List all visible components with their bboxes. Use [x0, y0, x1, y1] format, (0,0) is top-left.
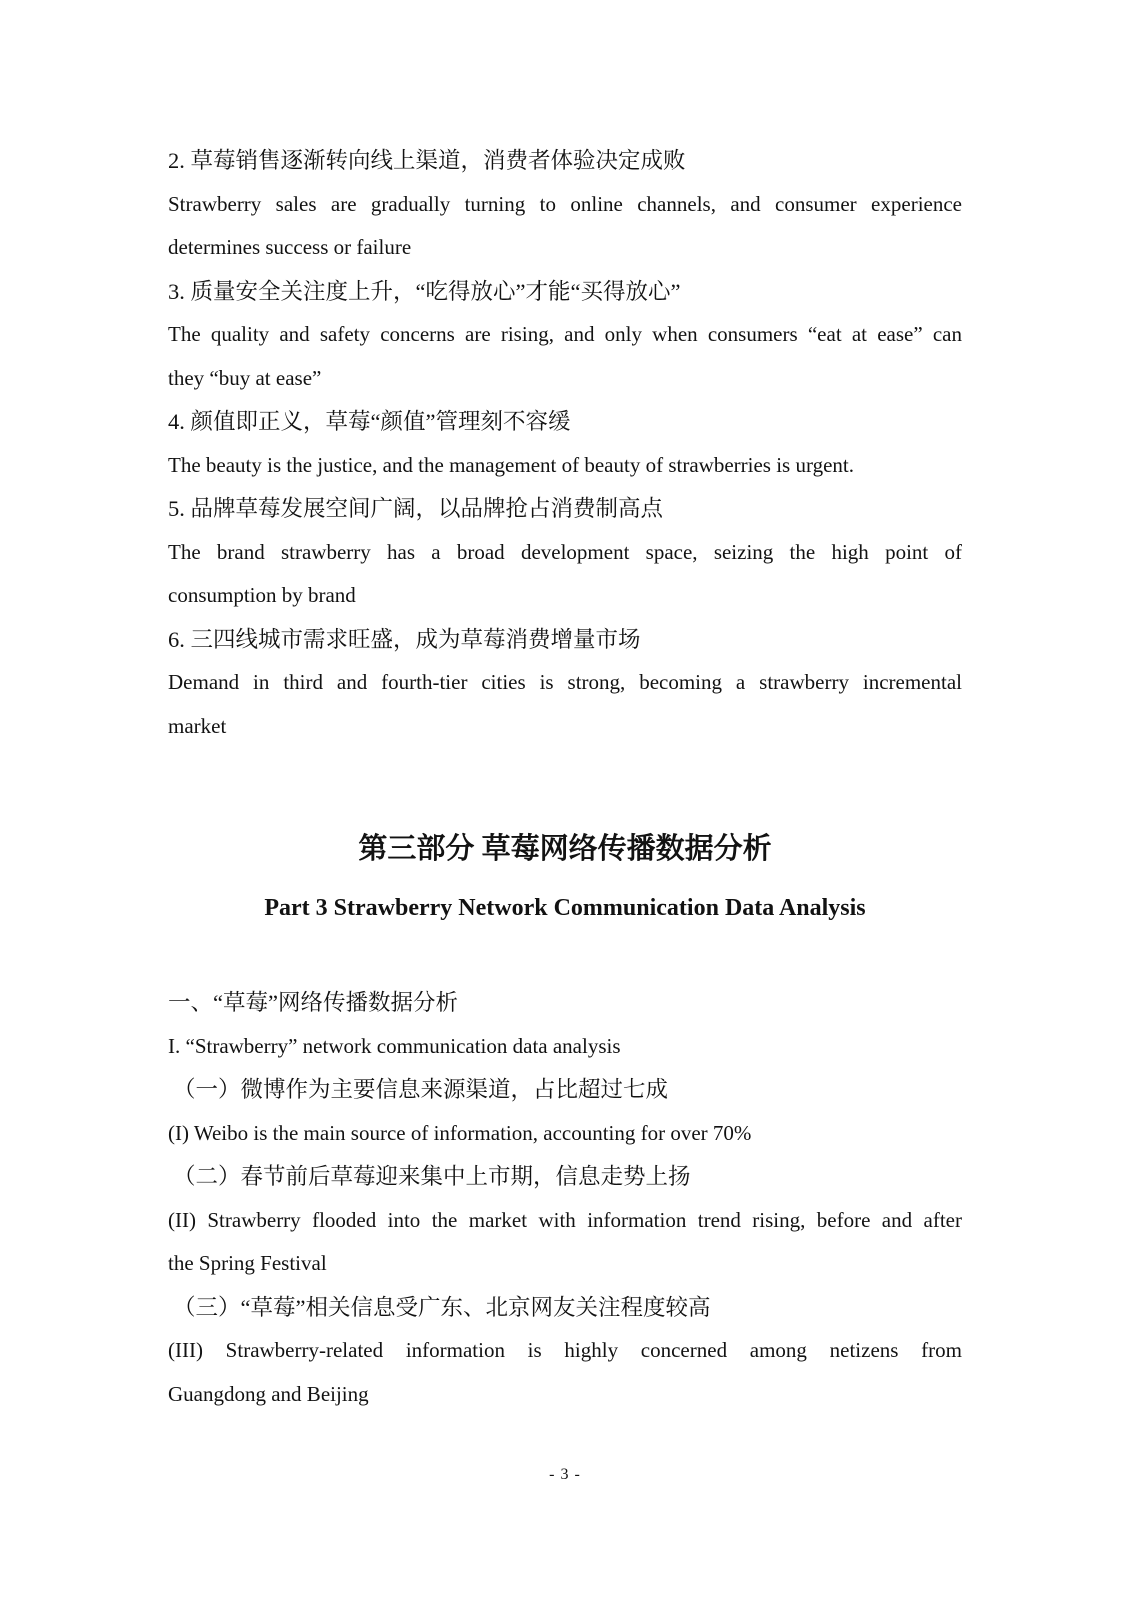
list-item-2-cn: 2. 草莓销售逐渐转向线上渠道，消费者体验决定成败	[168, 148, 686, 173]
list-item-2-en-line2: determines success or failure	[168, 235, 412, 259]
subsection-1-cn: （一）微博作为主要信息来源渠道，占比超过七成	[173, 1077, 669, 1102]
subsection-3-cn: （三）“草莓”相关信息受广东、北京网友关注程度较高	[173, 1294, 711, 1320]
page-number: - 3 -	[549, 1466, 581, 1483]
list-item-6-en-line2: market	[168, 713, 227, 738]
list-item-6-en-line1: Demand in third and fourth-tier cities is strong, becoming a strawberry incremental	[168, 670, 962, 694]
list-item-3-en-line1: The quality and safety concerns are rising, and only when consumers “eat at ease” can	[168, 322, 962, 346]
subsection-3-en-line1: (III) Strawberry-related information is highly concerned among netizens from	[168, 1338, 962, 1362]
list-item-4-en: The beauty is the justice, and the management of beauty of strawberries is urgent.	[168, 452, 854, 477]
list-item-5-en-line2: consumption by brand	[168, 583, 356, 607]
subsection-1-en: (I) Weibo is the main source of information, accounting for over 70%	[168, 1120, 752, 1145]
list-item-4-cn: 4. 颜值即正义，草莓“颜值”管理刻不容缓	[168, 409, 571, 434]
list-item-5-cn: 5. 品牌草莓发展空间广阔，以品牌抢占消费制高点	[168, 496, 664, 521]
page-content	[168, 0, 962, 1489]
subsection-2-en-line2: the Spring Festival	[168, 1251, 327, 1275]
part3-heading-en: Part 3 Strawberry Network Communication Data Analysis	[264, 895, 866, 921]
subsection-2-cn: （二）春节前后草莓迎来集中上市期，信息走势上扬	[173, 1164, 691, 1189]
part2-highlights-list	[168, 139, 962, 748]
section1-title-en: I. “Strawberry” network communication data analysis	[168, 1033, 621, 1058]
subsection-2-en-line1: (II) Strawberry flooded into the market with information trend rising, before and after	[168, 1207, 962, 1232]
part3-section-body	[168, 981, 962, 1416]
list-item-5-en-line1: The brand strawberry has a broad development space, seizing the high point of	[168, 539, 962, 564]
list-item-3-en-line2: they “buy at ease”	[168, 365, 322, 390]
part3-heading-cn: 第三部分 草莓网络传播数据分析	[358, 833, 772, 865]
list-item-2-en-line1: Strawberry sales are gradually turning to online channels, and consumer experience	[168, 191, 962, 216]
section1-title-cn: 一、“草莓”网络传播数据分析	[168, 990, 458, 1015]
list-item-6-cn: 6. 三四线城市需求旺盛，成为草莓消费增量市场	[168, 626, 641, 652]
subsection-3-en-line2: Guangdong and Beijing	[168, 1381, 369, 1406]
list-item-3-cn: 3. 质量安全关注度上升，“吃得放心”才能“买得放心”	[168, 278, 681, 304]
